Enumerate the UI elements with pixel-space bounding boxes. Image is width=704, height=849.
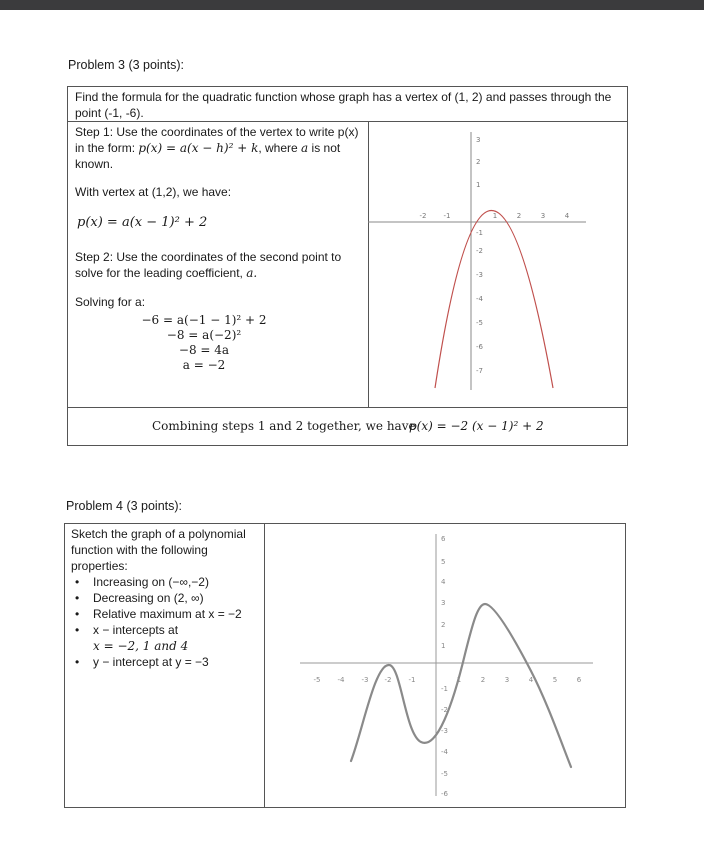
y-tick-label: 3 (476, 136, 481, 144)
top-bar (0, 0, 704, 10)
solving-line: −8 = 4a (178, 343, 230, 357)
problem4-heading: Problem 4 (3 points): (66, 499, 183, 513)
y-tick-label: -4 (476, 295, 483, 303)
y-tick-label: -6 (476, 343, 483, 351)
list-item: • Decreasing on (2, ∞) (71, 590, 263, 606)
step2-text (75, 249, 365, 281)
combine-text: Combining steps 1 and 2 together, we have (152, 419, 416, 433)
y-tick-label: -5 (441, 770, 448, 778)
x-tick-label: 6 (576, 676, 582, 684)
step1-text (75, 124, 365, 172)
y-tick-label: -6 (441, 790, 448, 798)
y-tick-label: -5 (476, 319, 483, 327)
y-tick-label: -3 (441, 727, 448, 735)
polynomial-curve (351, 604, 571, 767)
solving-line: a = −2 (182, 358, 226, 372)
step2-label: Step 2: Use the coordinates of the second point to solve for the leading coefficient, (75, 250, 342, 280)
vertex-formula: p(x) = a(x − 1)² + 2 (77, 215, 208, 230)
y-tick-label: 6 (441, 535, 446, 543)
y-tick-label: -4 (441, 748, 448, 756)
step2-var: a. (246, 266, 258, 280)
solving-label: Solving for a: (75, 295, 146, 309)
x-tick-label: 4 (564, 212, 570, 220)
solving-line: −6 = a(−1 − 1)² + 2 (141, 313, 267, 327)
y-tick-label: -7 (476, 367, 483, 375)
step1-var: a (301, 141, 309, 155)
x-tick-label: -5 (313, 676, 321, 684)
step1-end: is not known. (75, 141, 341, 171)
y-tick-label: -1 (441, 685, 448, 693)
intercepts-label: x − intercepts at (93, 623, 179, 637)
vertex-text: With vertex at (1,2), we have: (75, 185, 232, 199)
y-tick-labels (476, 136, 484, 375)
x-tick-label: 1 (456, 676, 462, 684)
list-item: • y − intercept at y = −3 (71, 654, 263, 670)
x-tick-label: -1 (408, 676, 416, 684)
parabola-curve (435, 211, 553, 389)
y-tick-label: 2 (476, 158, 481, 166)
x-tick-label: -2 (419, 212, 427, 220)
problem4-prompt: Sketch the graph of a polynomial function with the following properties: (71, 527, 246, 573)
final-formula: p(x) = −2 (x − 1)² + 2 (409, 419, 544, 433)
y-tick-label: 1 (476, 181, 481, 189)
y-tick-label: 3 (441, 599, 446, 607)
step1-formula: p(x) = a(x − h)² + k (138, 141, 259, 155)
problem3-graph (368, 120, 628, 406)
problem4-graph (265, 524, 625, 806)
intercepts-values: x = −2, 1 and 4 (93, 639, 189, 653)
x-tick-label: 3 (504, 676, 510, 684)
list-item: • Increasing on (−∞,−2) (71, 574, 263, 590)
step1-where: , where (258, 141, 298, 155)
y-tick-label: -3 (476, 271, 483, 279)
problem3-heading: Problem 3 (3 points): (68, 58, 185, 72)
divider (68, 407, 627, 408)
list-item: • Relative maximum at x = −2 (71, 606, 263, 622)
x-tick-label: -3 (361, 676, 369, 684)
step1-label: Step 1: Use the coordinates of the vertex to write p(x) in the form: (75, 125, 359, 155)
x-tick-label: -4 (337, 676, 345, 684)
x-tick-label: 4 (528, 676, 534, 684)
solving-line: −8 = a(−2)² (166, 328, 242, 342)
problem3-prompt: Find the formula for the quadratic function whose graph has a vertex of (1, 2) and passes through the point (-1, -6). (75, 90, 612, 120)
x-tick-label: 2 (516, 212, 522, 220)
y-tick-label: 2 (441, 621, 446, 629)
x-tick-label: 1 (492, 212, 498, 220)
x-tick-labels (420, 212, 570, 220)
y-tick-label: -1 (476, 229, 483, 237)
x-tick-label: -1 (443, 212, 451, 220)
y-tick-label: -2 (476, 247, 483, 255)
x-tick-labels (314, 676, 582, 684)
properties-list (71, 574, 263, 670)
y-tick-labels (441, 535, 449, 798)
x-tick-label: 5 (552, 676, 558, 684)
x-tick-label: 2 (480, 676, 486, 684)
y-tick-label: 4 (441, 578, 446, 586)
list-item (71, 622, 263, 654)
x-tick-label: 3 (540, 212, 546, 220)
x-tick-label: -2 (384, 676, 392, 684)
y-tick-label: 1 (441, 642, 446, 650)
y-tick-label: -2 (441, 706, 448, 714)
y-tick-label: 5 (441, 558, 446, 566)
